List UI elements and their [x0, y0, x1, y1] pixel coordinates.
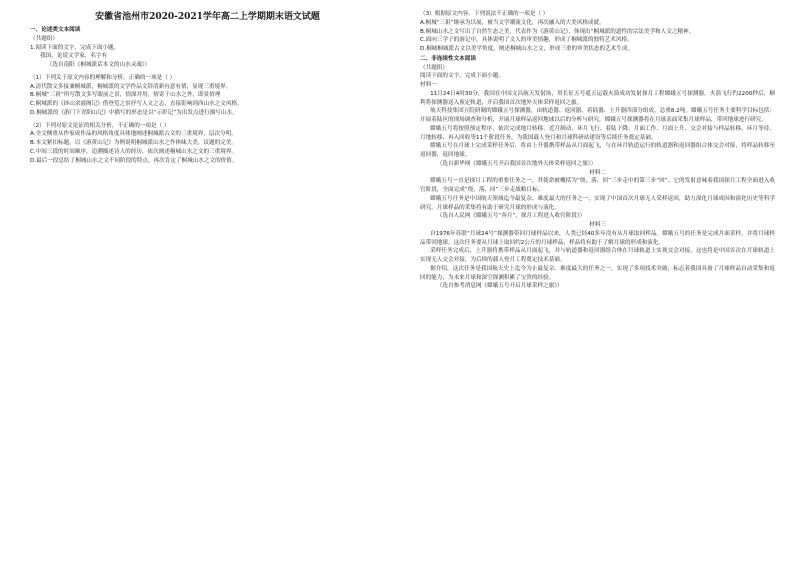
exam-title: 安徽省池州市2020-2021学年高二上学期期末语文试题 [95, 12, 320, 22]
material-2-paragraph: 嫦娥五号一直是探月工程的重要任务之一，其使命被概括为“绕、落、回”三步走中的第三步“回”。它的发射意味着我国探月工程全面进入收官阶段，全面完成“绕、落、回”三步走战略目标。 [420, 178, 775, 193]
material-3-label: 材料三 [589, 222, 606, 228]
question-2-stem: （2）下列对原文论证的相关分析，不正确的一项是（ ） [30, 122, 170, 129]
material-2-paragraph: 嫦娥五号任务是中国航天领域迄今最复杂、难度最大的任务之一，实现了中国首次月球无人采样返回，助力深化月球成因和演化历史等科学研究。月球样品的采集将有助于研究月球的形成与演化。 [420, 195, 775, 211]
reading-intro-1: 1.阅读下面的文字，完成下面小题。 [30, 44, 120, 51]
material-2-source: （选自人民网《嫦娥五号“奔月”，探月工程进入收官阶段》） [436, 213, 586, 220]
section-sub-2: （共题组） [420, 64, 448, 71]
material-1-source: （选自新华网《嫦娥五号开启我国首次地外天体采样返回之旅》） [436, 160, 597, 167]
left-column [30, 10, 385, 165]
question-3-option-c: C.面向三学子的游记中，具体说明了文人的审美情趣，形成了桐城派的独特艺术风格。 [420, 37, 633, 44]
material-3-paragraph: 自1976年苏联“月球24号”探测器带回月球样品以来，人类已经40多年没有从月球取回样品。嫦娥五号的任务是完成月面采样，并将月球样品带回地球。这次任务要从月球上取回约2公斤的月球样品，样品将有助于了解月球的形成和演化。 [420, 230, 775, 246]
question-2-option-b: B.本文紧扣标题，以《游黄山记》为例说明桐城派山水之作体味大美，议题的完美。 [30, 140, 237, 146]
section-sub-1: （共题组） [30, 35, 58, 42]
question-3-option-a: A.桐城“三祖”继承为以展，被当文学潮流文化，再次融入的大美风格成就。 [420, 19, 605, 26]
question-3-option-b: B.桐城山水之文写出了自然生态之美，代表作为《游黄山记》，体现出“桐城派的道性的宗法美学和人文之精神。 [420, 28, 695, 35]
question-2-option-c: C.中间三段的时间顺序，追溯描述诗人的经历，依次阐述桐城山水之文的三重境界。 [30, 148, 238, 155]
question-2-option-d: D.最后一段总结了桐城山水之文不同阶段的特点，再次肯定了桐城山水之文的价值。 [30, 157, 238, 164]
question-3-stem: （3）根据原文内容，下列说法不正确的一项是（ ） [420, 11, 549, 17]
section-heading-1: 一、论述类文本阅读 [30, 27, 81, 33]
question-1-option-d: D.桐城派的《游门下青阳山记》中描写的形态是以“示彰记”为出发点进行描写山水。 [30, 109, 238, 116]
reading-intro-2: 阅读下面的文字，完成下面小题。 [420, 73, 504, 80]
essay-paragraph: 我国，论说文学家，名字有 [40, 53, 108, 60]
question-3-option-d: D.桐城桐城派古文以美学角度，阐述桐城山水之文，形成三重的审美状态的艺术生成。 [420, 46, 634, 52]
material-1-paragraph: 航天科技集团五院研制的嫦娥五号探测器，由轨道器、返回器、着陆器、上升器四部分组成，总重8.2吨。嫦娥五号任务主要科学目标包括：开展着陆区的现场调查和分析，开展月球样品返回地球以后的分析与研究。嫦娥五号探测器将在月球表面采集月球样品，带回地球进行研究。 [420, 108, 775, 123]
question-1-option-a: A.清代散文多接兼桐城派，桐城派的文学作品文辞清新有意有情，显现三重境界。 [30, 83, 232, 90]
material-3-paragraph: 据介绍，这次任务是我国航天史上迄今为止最复杂、难度最大的任务之一，实现了多项技术突破，标志着我国具备了月球样品自动采集和返回的能力，为未来月球和深空探测积累了宝贵的经验。 [420, 265, 775, 281]
section-heading-2: 二、非连续性文本阅读 [420, 55, 476, 62]
material-1-label: 材料一 [420, 82, 437, 88]
question-2-option-a: A.全文侧重从作家成作品的风格角度具体地阐述桐城派古文的三重境界，层次分明。 [30, 131, 237, 138]
question-1-stem: （1）下列关于原文内容的理解和分析，正确的一项是（ ） [30, 74, 176, 81]
question-1-option-b: B.桐城“三祖”所写散文多写眼前之景，情深并用，情寄于山水之外，即景情理 [30, 92, 221, 99]
material-2-label: 材料二 [589, 169, 606, 176]
material-1-paragraph: 11月24日4时30分，我国在中国文昌航天发射场，用长征五号遥五运载火箭成功发射探月工程嫦娥五号探测器，火箭飞行约2200秒后，顺利将探测器送入预定轨道，开启我国首次地外天体采样返回之旅。 [420, 90, 775, 106]
question-1-option-c: C.桐城派的《钵山余霞阁记》借登览之景抒写人文之志，直接影响到西山水之文风格。 [30, 101, 243, 107]
material-3-paragraph: 采样任务完成后，上升器将携带样品从月面起飞，并与轨道器和返回器组合体在月球轨道上实现交会对接，这也将是中国首次在月球轨道上实现无人交会对接，为后续的载人登月工程奠定技术基础。 [420, 248, 775, 263]
material-1-paragraph: 嫦娥五号在月球上完成采样任务后，将由上升器携带样品从月面起飞，与在环月轨道运行的轨道器和返回器组合体交会对接，将样品转移至返回器，返回地球。 [420, 143, 775, 158]
essay-source: （选自南阳《桐城派话本文的山水灵魂》） [46, 62, 151, 68]
material-1-paragraph: 嫦娥五号将按照预定程序，依次完成地月转移、近月制动、环月飞行、着陆下降、月面工作、月面上升、交会对接与样品转移、环月等待、月地转移、再入回收等11个阶段任务，为我国载人登月和月球科研站建设等后续任务奠定基础。 [420, 125, 775, 141]
right-column [420, 10, 775, 291]
material-3-source: （选自参考消息网《嫦娥五号开启月球采样之旅》） [436, 283, 563, 290]
